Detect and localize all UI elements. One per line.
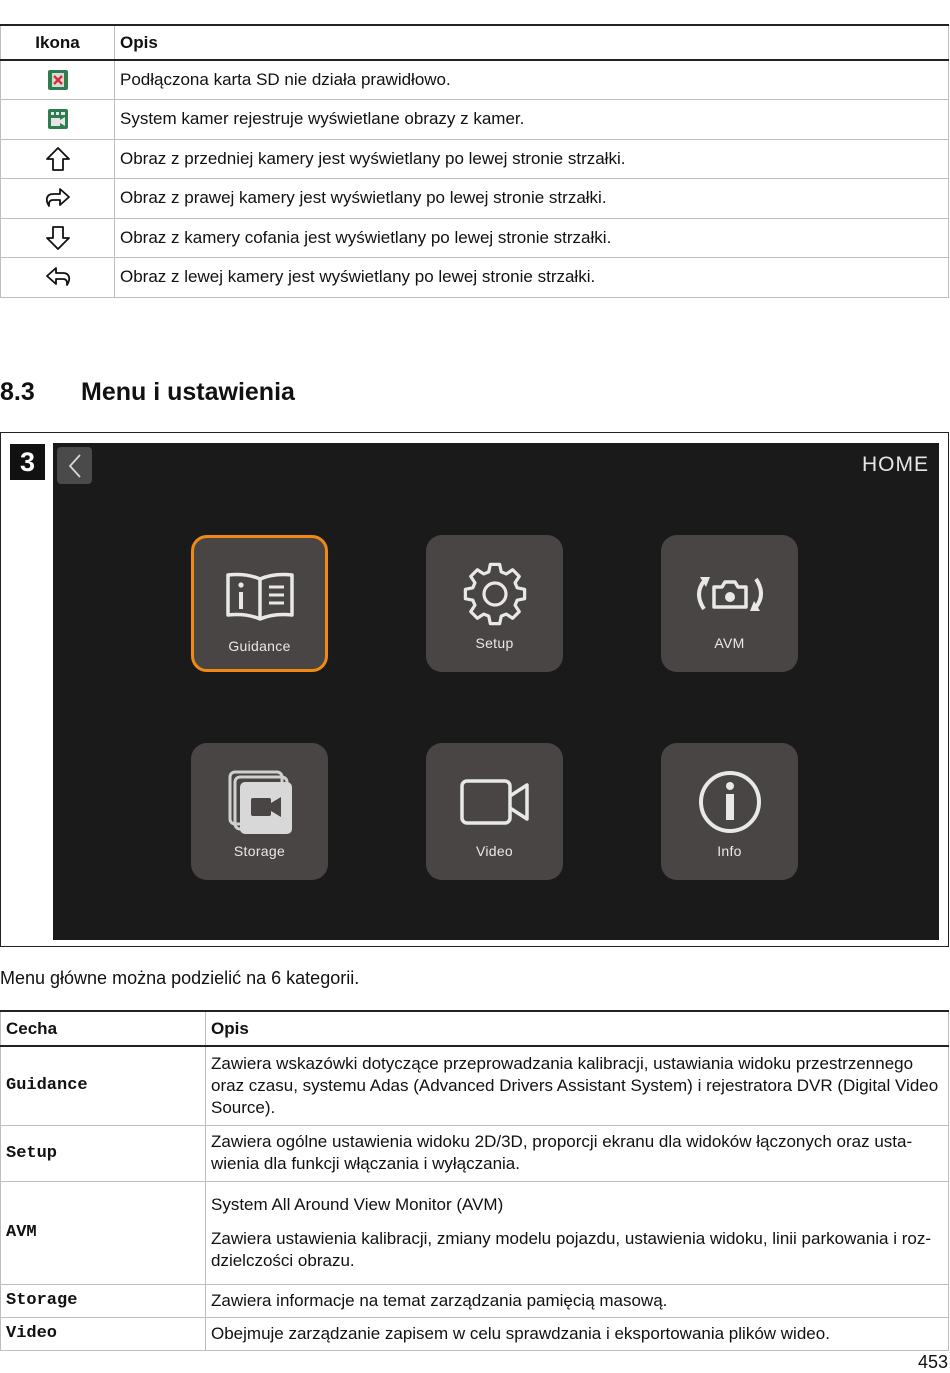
feature-name: Setup	[1, 1125, 206, 1181]
table-row	[1, 218, 949, 258]
header-description: Opis	[206, 1011, 949, 1046]
section-number: 8.3	[0, 378, 35, 406]
sd-card-error-icon	[46, 68, 70, 92]
figure-badge: 3	[10, 444, 45, 480]
feature-description-text: Obejmuje zarządzanie zapisem w celu sprawdzania i eksportowania plików wideo.	[211, 1323, 830, 1343]
feature-name: Guidance	[1, 1046, 206, 1125]
tile-label: Video	[475, 843, 514, 859]
table-row	[1, 100, 949, 140]
table-row	[1, 1317, 949, 1350]
icon-description: Obraz z przedniej kamery jest wyświetlany po lewej stronie strzałki.	[115, 139, 949, 179]
table-row	[1, 139, 949, 179]
arrow-down-icon	[45, 225, 71, 251]
icon-description: System kamer rejestruje wyświetlane obrazy z kamer.	[115, 100, 949, 140]
storage-icon	[227, 769, 293, 835]
feature-name: Video	[1, 1317, 206, 1350]
video-camera-icon	[459, 776, 531, 828]
table-row	[1, 1181, 949, 1284]
tile-label: AVM	[714, 635, 745, 651]
feature-description-text: Zawiera wskazówki dotyczące przeprowadzania kalibracji, ustawiania widoku przestrzennego oraz czasu, systemu Adas (Advanced Drivers Assistant System) i rejestratora DVR (Digital Video Source).	[211, 1053, 939, 1117]
feature-description	[206, 1181, 949, 1284]
table-row	[1, 1125, 949, 1181]
home-screen	[53, 443, 939, 940]
section-heading	[0, 378, 295, 407]
avm-tile[interactable]	[661, 535, 798, 672]
table-row	[1, 179, 949, 219]
feature-description	[206, 1284, 949, 1317]
tile-label: Info	[717, 843, 742, 859]
header-icon: Ikona	[1, 25, 115, 60]
feature-name: Storage	[1, 1284, 206, 1317]
arrow-up-icon	[45, 146, 71, 172]
tile-label: Guidance	[228, 638, 291, 654]
icon-description: Obraz z lewej kamery jest wyświetlany po lewej stronie strzałki.	[115, 258, 949, 298]
feature-description-text: Zawiera ustawienia kalibracji, zmiany modelu pojazdu, ustawienia widoku, linii parkowania i roz-dzielczości obrazu.	[211, 1228, 932, 1270]
feature-description	[206, 1317, 949, 1350]
info-tile[interactable]	[661, 743, 798, 880]
icon-description: Obraz z kamery cofania jest wyświetlany po lewej stronie strzałki.	[115, 218, 949, 258]
guidance-book-icon	[224, 571, 296, 623]
header-feature: Cecha	[1, 1011, 206, 1046]
table-row	[1, 258, 949, 298]
section-title: Menu i ustawienia	[81, 378, 295, 406]
gear-icon	[462, 561, 528, 627]
table-header-row	[1, 1011, 949, 1046]
arrow-right-icon	[45, 187, 71, 209]
feature-description-text: System All Around View Monitor (AVM)	[211, 1194, 504, 1214]
feature-description	[206, 1046, 949, 1125]
header-description: Opis	[115, 25, 949, 60]
setup-tile[interactable]	[426, 535, 563, 672]
feature-description-text: Zawiera informacje na temat zarządzania pamięcią masową.	[211, 1290, 668, 1310]
feature-table	[0, 1010, 949, 1351]
feature-name: AVM	[1, 1181, 206, 1284]
rotate-camera-icon	[690, 569, 770, 619]
arrow-left-icon	[45, 266, 71, 288]
page-number: 453	[917, 1352, 948, 1372]
icon-description: Obraz z prawej kamery jest wyświetlany po lewej stronie strzałki.	[115, 179, 949, 219]
storage-tile[interactable]	[191, 743, 328, 880]
feature-description-text: Zawiera ogólne ustawienia widoku 2D/3D, proporcji ekranu dla widoków łączonych oraz usta-wienia dla funkcji włączania i wyłączania.	[211, 1132, 913, 1173]
icon-legend-table	[0, 24, 949, 298]
icon-description: Podłączona karta SD nie działa prawidłowo.	[115, 60, 949, 100]
recording-icon	[46, 107, 70, 131]
table-row	[1, 1284, 949, 1317]
table-header-row	[1, 25, 949, 60]
table-row	[1, 1046, 949, 1125]
screen-title: HOME	[862, 453, 929, 476]
guidance-tile[interactable]	[191, 535, 328, 672]
video-tile[interactable]	[426, 743, 563, 880]
back-button[interactable]	[57, 447, 92, 484]
tile-label: Setup	[475, 635, 514, 651]
table-row	[1, 60, 949, 100]
menu-screenshot-figure	[0, 432, 949, 947]
intro-text: Menu główne można podzielić na 6 kategorii.	[0, 968, 360, 988]
chevron-left-icon	[67, 453, 83, 479]
tile-label: Storage	[233, 843, 286, 859]
feature-description	[206, 1125, 949, 1181]
info-icon	[697, 769, 763, 835]
